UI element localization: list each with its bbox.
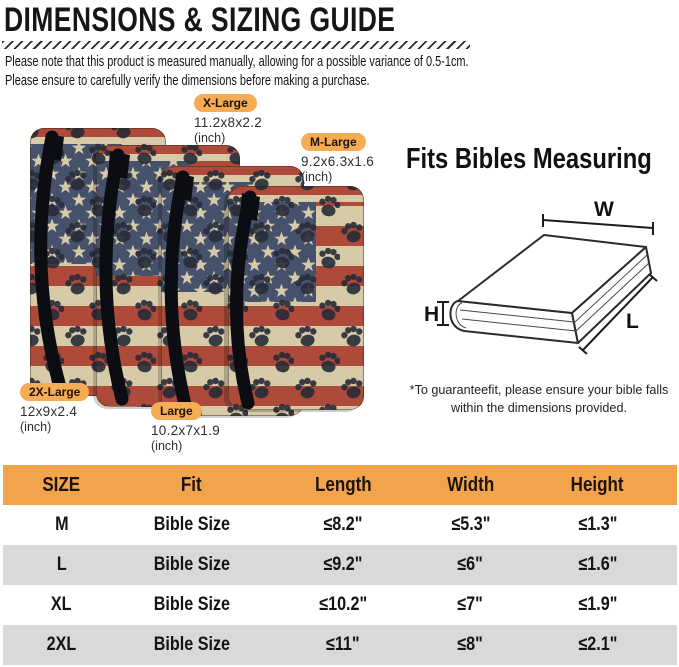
page-title: DIMENSIONS & SIZING GUIDE: [4, 1, 396, 39]
cell-fit: Bible Size: [153, 514, 230, 535]
disclaimer-line-2: Please ensure to carefully verify the dimensions before making a purchase.: [5, 72, 370, 89]
cell-size: 2XL: [46, 634, 77, 655]
table-row-l: [3, 545, 677, 585]
dim-label-l: L: [626, 310, 639, 333]
dim-label-w: W: [594, 198, 614, 221]
cell-fit: Bible Size: [153, 554, 230, 575]
cell-height: ≤2.1": [578, 634, 617, 655]
cell-width: ≤8": [457, 634, 484, 655]
cell-length: ≤10.2": [319, 594, 367, 615]
cell-length: ≤11": [326, 634, 360, 655]
size-label-x-large: [194, 94, 262, 145]
size-badge: Large: [151, 402, 202, 420]
col-header-size: SIZE: [42, 473, 81, 496]
fit-note: [404, 381, 674, 416]
size-unit: (inch): [194, 131, 226, 145]
size-dimensions: 11.2x8x2.2: [194, 115, 263, 130]
table-row-xl: [3, 585, 677, 625]
cell-length: ≤9.2": [323, 554, 363, 575]
cell-width: ≤6": [457, 554, 484, 575]
cell-fit: Bible Size: [153, 634, 230, 655]
cell-width: ≤7": [457, 594, 484, 615]
size-label-m-large: [301, 133, 374, 184]
size-dimensions: 10.2x7x1.9: [151, 423, 221, 438]
hatch-divider: [2, 41, 470, 49]
cell-height: ≤1.9": [578, 594, 617, 615]
size-label-2x-large: [20, 383, 89, 434]
dim-label-h: H: [424, 303, 440, 326]
table-header-row: [3, 465, 677, 505]
cell-width: ≤5.3": [451, 514, 490, 535]
size-table: [3, 465, 677, 665]
size-unit: (inch): [20, 420, 52, 434]
size-badge: 2X-Large: [20, 383, 89, 401]
cell-size: M: [54, 514, 69, 535]
col-header-fit: Fit: [181, 473, 202, 496]
bible-cover-m-large: [224, 186, 364, 412]
fit-guide-heading: Fits Bibles Measuring: [406, 143, 652, 175]
fit-note-line-1: *To guaranteefit, please ensure your bible falls: [409, 382, 669, 397]
book-diagram: [418, 190, 670, 378]
cell-size: XL: [51, 594, 72, 615]
size-badge: M-Large: [301, 133, 366, 151]
cell-size: L: [56, 554, 67, 575]
col-header-height: Height: [571, 473, 624, 496]
col-header-length: Length: [314, 473, 372, 496]
cell-fit: Bible Size: [153, 594, 230, 615]
size-badge: X-Large: [194, 94, 257, 112]
size-label-large: [151, 402, 220, 453]
col-header-width: Width: [446, 473, 495, 496]
table-row-2xl: [3, 625, 677, 665]
cell-height: ≤1.6": [578, 554, 617, 575]
cell-height: ≤1.3": [578, 514, 617, 535]
table-row-m: [3, 505, 677, 545]
size-dimensions: 9.2x6.3x1.6: [301, 154, 375, 169]
fit-note-line-2: within the dimensions provided.: [451, 399, 627, 415]
disclaimer-line-1: Please note that this product is measured manually, allowing for a possible variance of 0.5-1cm.: [5, 53, 469, 70]
size-dimensions: 12x9x2.4: [20, 404, 78, 419]
size-unit: (inch): [301, 170, 333, 184]
cell-length: ≤8.2": [323, 514, 363, 535]
disclaimer-text: [5, 52, 469, 90]
size-unit: (inch): [151, 439, 183, 453]
